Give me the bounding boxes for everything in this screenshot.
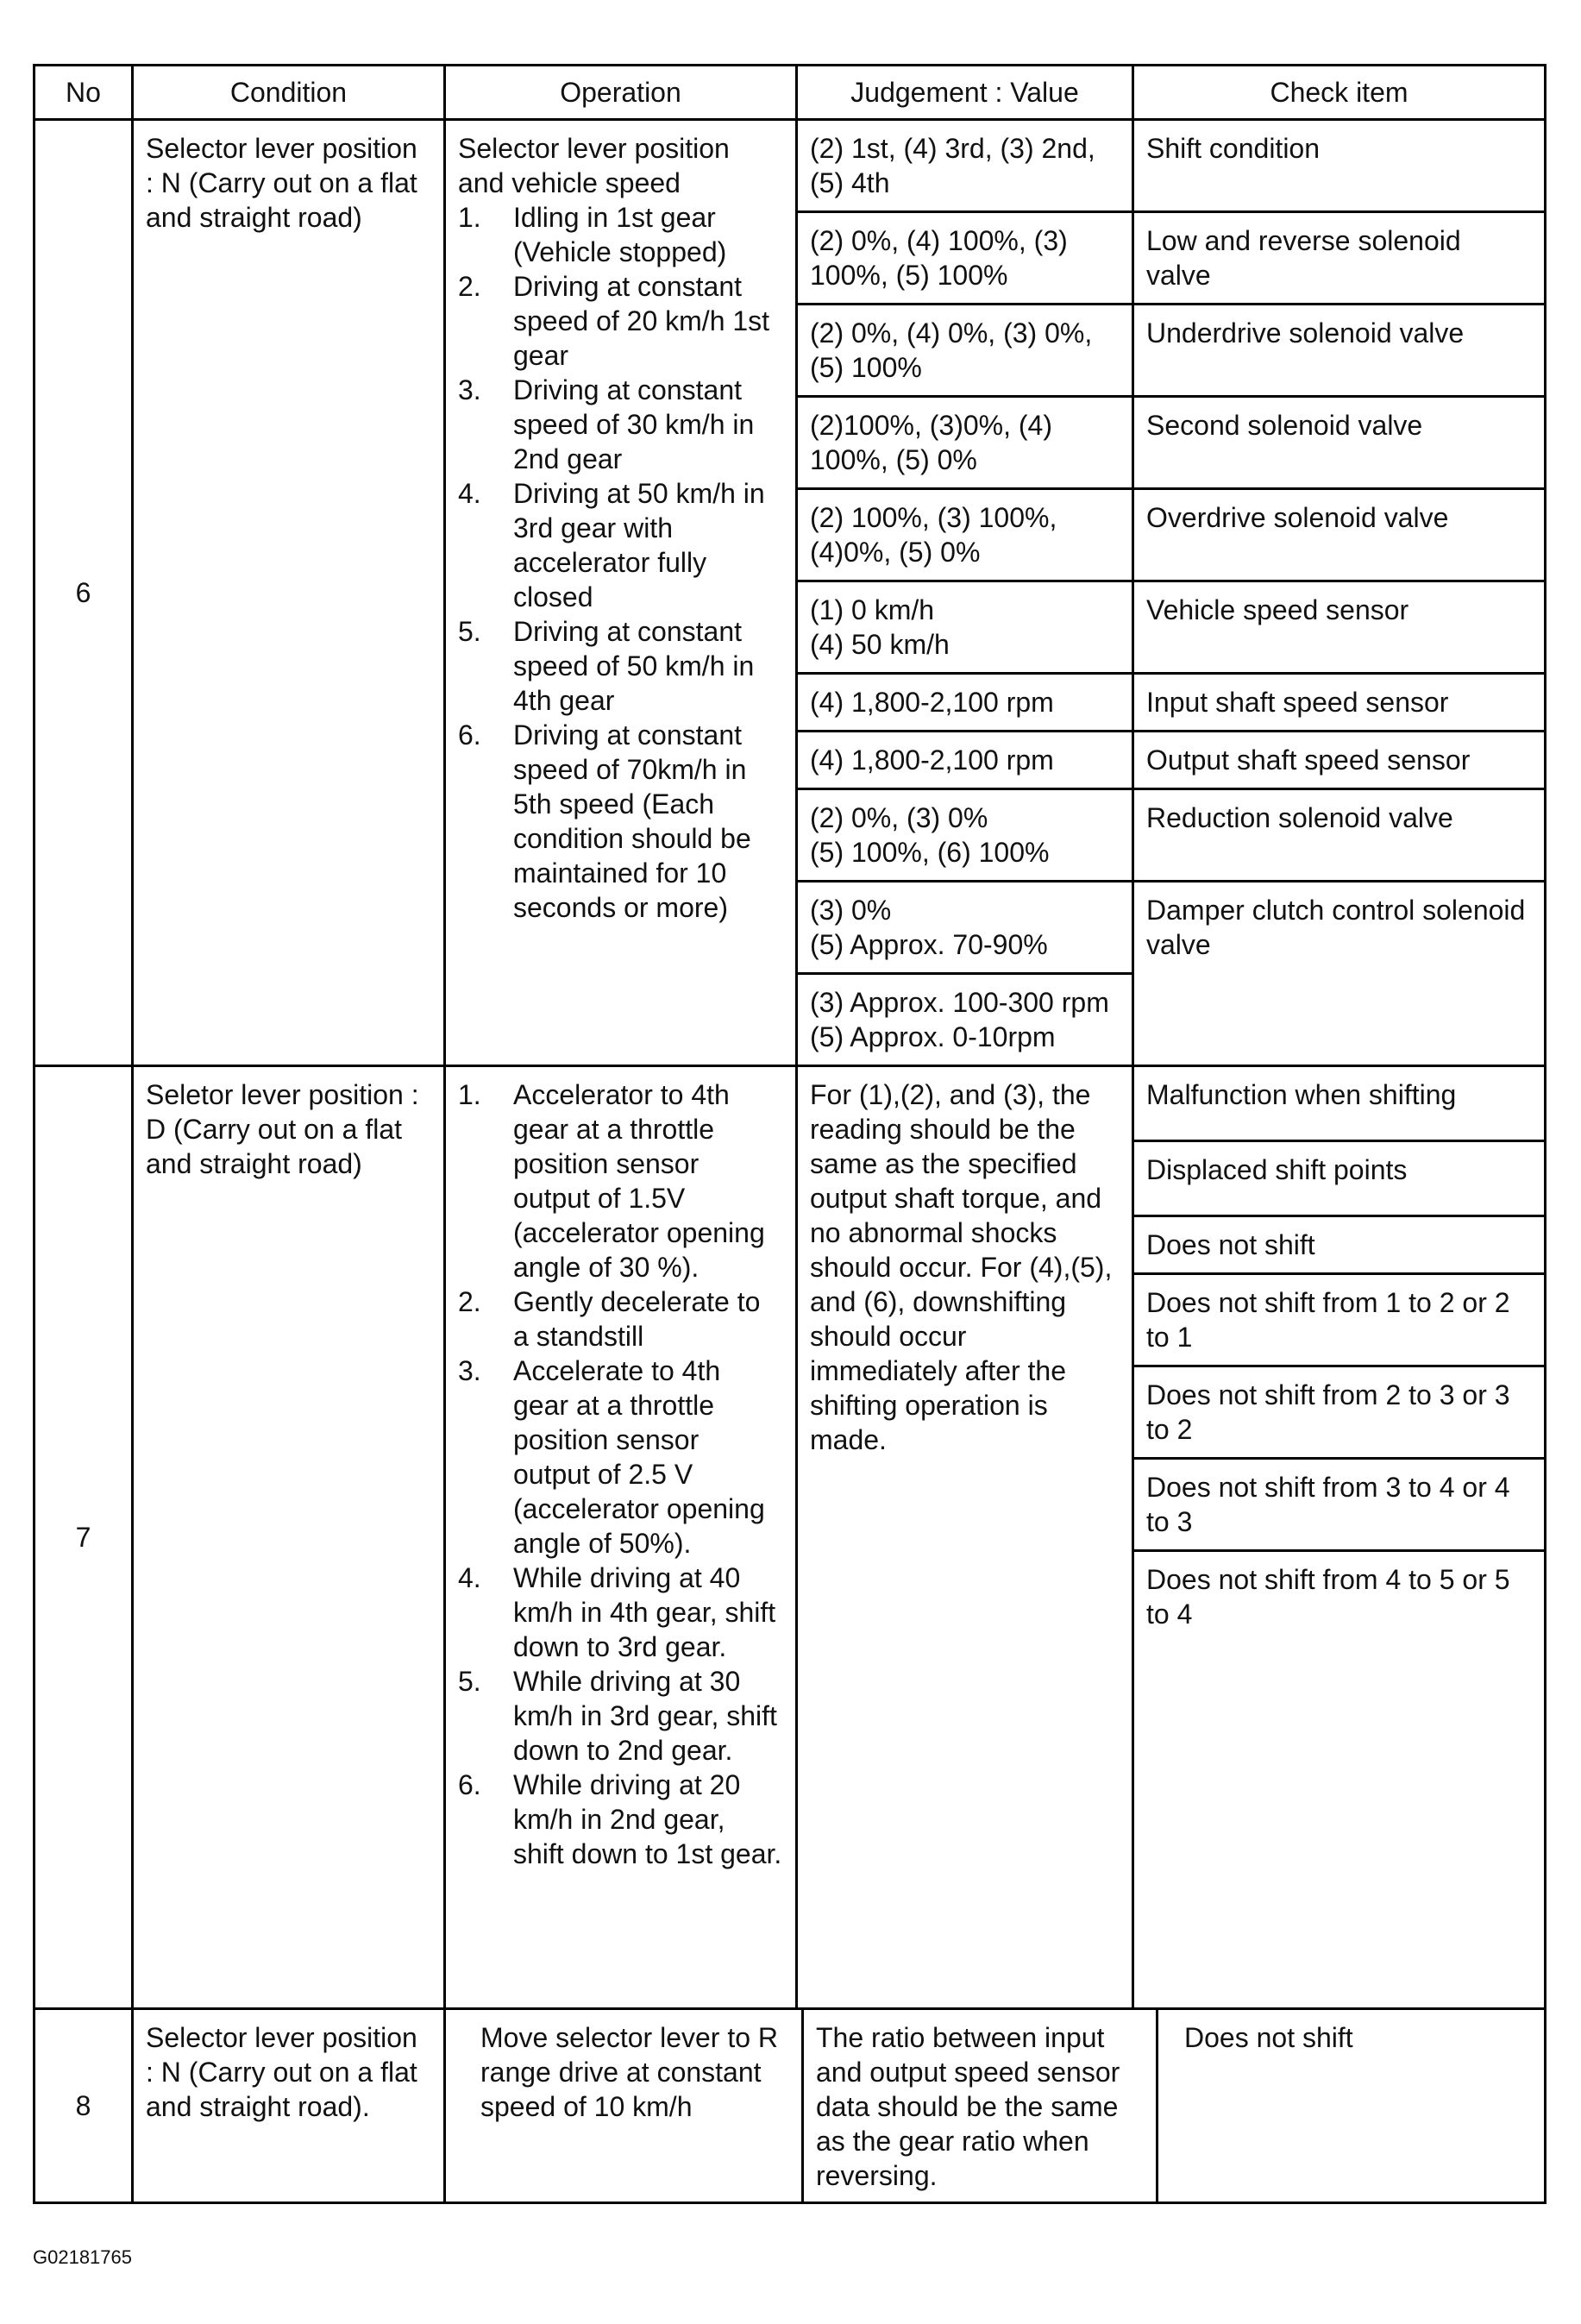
check-item-cell: Reduction solenoid valve [1133, 789, 1546, 882]
check-item-cell: Vehicle speed sensor [1133, 581, 1546, 674]
judgement-cell: (2) 0%, (3) 0% (5) 100%, (6) 100% [797, 789, 1133, 882]
operation-cell [445, 120, 797, 1066]
figure-code: G02181765 [33, 2246, 132, 2268]
operation-step: 6. Driving at constant speed of 70km/h in 5th speed (Each condition should be maintained for 10 seconds or more) [458, 719, 751, 923]
header-operation: Operation [445, 66, 797, 120]
diagnostic-table-document [33, 64, 1544, 2204]
judgement-cell: (2) 1st, (4) 3rd, (3) 2nd, (5) 4th [797, 120, 1133, 212]
check-item-cell: Does not shift from 2 to 3 or 3 to 2 [1133, 1366, 1546, 1459]
check-item-cell: Does not shift from 1 to 2 or 2 to 1 [1133, 1274, 1546, 1366]
row-number: 7 [35, 1066, 133, 2009]
row-number: 6 [35, 120, 133, 1066]
judgement-cell: (4) 1,800-2,100 rpm [797, 732, 1133, 789]
judgement-cell: For (1),(2), and (3), the reading should be the same as the specified output shaft torque, and no abnormal shocks should occur. For (4),(5), and (6), downshifting should occur immediately after the shifting operation is made. [797, 1066, 1133, 2009]
check-item-cell: Second solenoid valve [1133, 397, 1546, 489]
header-judgement: Judgement : Value [797, 66, 1133, 120]
operation-step: 5. While driving at 30 km/h in 3rd gear, shift down to 2nd gear. [458, 1666, 777, 1766]
header-condition: Condition [133, 66, 445, 120]
table-row-7 [35, 1066, 1546, 1141]
operation-step: 2. Gently decelerate to a standstill [458, 1286, 761, 1352]
table-row-6 [35, 120, 1546, 212]
check-item-cell: Shift condition [1133, 120, 1546, 212]
operation-step: 4. While driving at 40 km/h in 4th gear, shift down to 3rd gear. [458, 1562, 776, 1662]
check-item-cell: Displaced shift points [1133, 1141, 1546, 1216]
operation-steps [458, 200, 783, 925]
operation-step: 5. Driving at constant speed of 50 km/h in 4th gear [458, 616, 755, 716]
row-number: 8 [35, 2009, 133, 2203]
header-row [35, 66, 1546, 120]
table-row-8 [35, 2009, 1546, 2203]
condition-cell: Selector lever position : N (Carry out on a flat and straight road) [133, 120, 445, 1066]
operation-intro: Selector lever position and vehicle speed [458, 133, 730, 198]
judgement-cell: (2) 0%, (4) 100%, (3) 100%, (5) 100% [797, 212, 1133, 305]
check-item-cell: Input shaft speed sensor [1133, 674, 1546, 732]
check-item-cell: Does not shift [1184, 2022, 1353, 2053]
judgement-cell: (3) 0% (5) Approx. 70-90% [797, 882, 1133, 974]
header-check-item: Check item [1133, 66, 1546, 120]
diagnostic-table [33, 64, 1546, 2204]
operation-step: 1. Accelerator to 4th gear at a throttle position sensor output of 1.5V (accelerator opening angle of 30 %). [458, 1079, 765, 1283]
operation-step: 3. Driving at constant speed of 30 km/h in 2nd gear [458, 374, 755, 474]
check-item-cell: Does not shift from 3 to 4 or 4 to 3 [1133, 1459, 1546, 1551]
operation-step: 1. Idling in 1st gear (Vehicle stopped) [458, 202, 727, 267]
header-no: No [35, 66, 133, 120]
operation-step: 3. Accelerate to 4th gear at a throttle position sensor output of 2.5 V (accelerator opening angle of 50%). [458, 1355, 765, 1559]
condition-cell: Seletor lever position : D (Carry out on a flat and straight road) [133, 1066, 445, 2009]
operation-cell [445, 1066, 797, 2009]
check-item-cell: Damper clutch control solenoid valve [1133, 882, 1546, 1066]
check-item-cell: Does not shift from 4 to 5 or 5 to 4 [1133, 1551, 1546, 1643]
operation-step: 6. While driving at 20 km/h in 2nd gear, shift down to 1st gear. [458, 1769, 782, 1869]
check-item-spacer [1133, 1642, 1546, 2009]
check-item-cell: Does not shift [1133, 1216, 1546, 1274]
judgement-cell: (4) 1,800-2,100 rpm [797, 674, 1133, 732]
condition-cell: Selector lever position : N (Carry out on a flat and straight road). [133, 2009, 445, 2203]
row8-merged-cell [445, 2009, 1546, 2203]
judgement-cell: (2) 100%, (3) 100%, (4)0%, (5) 0% [797, 489, 1133, 581]
check-item-cell: Underdrive solenoid valve [1133, 305, 1546, 397]
operation-cell: Move selector lever to R range drive at constant speed of 10 km/h [480, 2022, 779, 2122]
check-item-cell: Low and reverse solenoid valve [1133, 212, 1546, 305]
operation-step: 2. Driving at constant speed of 20 km/h 1st gear [458, 271, 770, 371]
check-item-cell: Overdrive solenoid valve [1133, 489, 1546, 581]
judgement-cell: (3) Approx. 100-300 rpm (5) Approx. 0-10rpm [797, 974, 1133, 1066]
judgement-cell: (2) 0%, (4) 0%, (3) 0%, (5) 100% [797, 305, 1133, 397]
operation-step: 4. Driving at 50 km/h in 3rd gear with accelerator fully closed [458, 478, 765, 612]
check-item-cell: Output shaft speed sensor [1133, 732, 1546, 789]
judgement-cell: (2)100%, (3)0%, (4) 100%, (5) 0% [797, 397, 1133, 489]
judgement-cell: (1) 0 km/h (4) 50 km/h [797, 581, 1133, 674]
check-item-cell: Malfunction when shifting [1133, 1066, 1546, 1141]
operation-steps [458, 1077, 783, 1871]
judgement-cell: The ratio between input and output speed sensor data should be the same as the gear ratio when reversing. [801, 2010, 1158, 2202]
